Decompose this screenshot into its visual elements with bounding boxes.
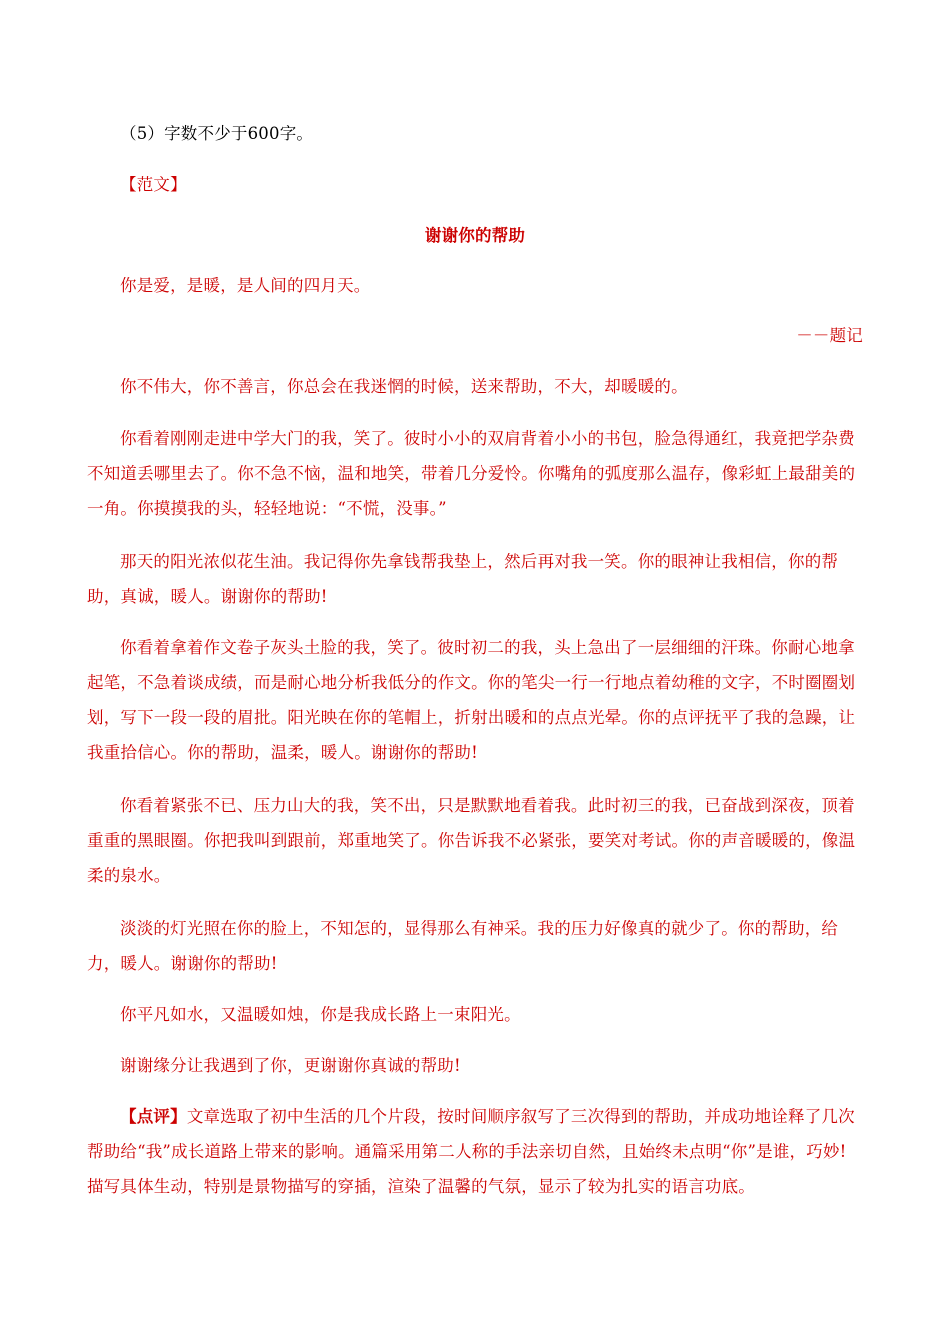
- essay-paragraph: 那天的阳光浓似花生油。我记得你先拿钱帮我垫上，然后再对我一笑。你的眼神让我相信，你的帮助，真诚，暖人。谢谢你的帮助!: [87, 552, 839, 606]
- essay-paragraph: 谢谢缘分让我遇到了你，更谢谢你真诚的帮助!: [120, 1056, 461, 1075]
- essay-paragraph: 你平凡如水，又温暖如烛，你是我成长路上一束阳光。: [120, 1005, 521, 1024]
- essay-paragraph: 你看着紧张不已、压力山大的我，笑不出，只是默默地看着我。此时初三的我，已奋战到深夜，顶着重重的黑眼圈。你把我叫到跟前，郑重地笑了。你告诉我不必紧张，要笑对考试。你的声音暖暖的，像温柔的泉水。: [87, 796, 856, 885]
- essay-epigraph: 你是爱，是暖，是人间的四月天。: [120, 276, 371, 295]
- essay-paragraph: 淡淡的灯光照在你的脸上，不知怎的，显得那么有神采。我的压力好像真的就少了。你的帮助，给力，暖人。谢谢你的帮助!: [87, 919, 839, 973]
- essay-comment: [87, 1099, 863, 1204]
- essay-title: 谢谢你的帮助: [424, 226, 526, 245]
- essay-paragraph: 你不伟大，你不善言，你总会在我迷惘的时候，送来帮助，不大，却暖暖的。: [120, 377, 688, 396]
- comment-text: 文章选取了初中生活的几个片段，按时间顺序叙写了三次得到的帮助，并成功地诠释了几次帮助给“我”成长道路上带来的影响。通篇采用第二人称的手法亲切自然，且始终未点明“你”是谁，巧妙!描写具体生动，特别是景物描写的穿插，渲染了温馨的气氛，显示了较为扎实的语言功底。: [87, 1107, 855, 1196]
- essay-paragraph: 你看着拿着作文卷子灰头土脸的我，笑了。彼时初二的我，头上急出了一层细细的汗珠。你耐心地拿起笔，不急着谈成绩，而是耐心地分析我低分的作文。你的笔尖一行一行地点着幼稚的文字，不时圈圈划划，写下一段一段的眉批。阳光映在你的笔帽上，折射出暖和的点点光晕。你的点评抚平了我的急躁，让我重拾信心。你的帮助，温柔，暖人。谢谢你的帮助!: [87, 638, 856, 762]
- essay-paragraph: 你看着刚刚走进中学大门的我，笑了。彼时小小的双肩背着小小的书包，脸急得通红，我竟把学杂费不知道丢哪里去了。你不急不恼，温和地笑，带着几分爱怜。你嘴角的弧度那么温存，像彩虹上最甜美的一角。你摸摸我的头，轻轻地说：“不慌，没事。”: [87, 429, 856, 518]
- comment-label: 【点评】: [120, 1107, 187, 1126]
- requirement-item: （5）字数不少于600字。: [120, 124, 314, 143]
- epigraph-source: －－题记: [796, 326, 863, 345]
- sample-essay-label: 【范文】: [120, 175, 187, 194]
